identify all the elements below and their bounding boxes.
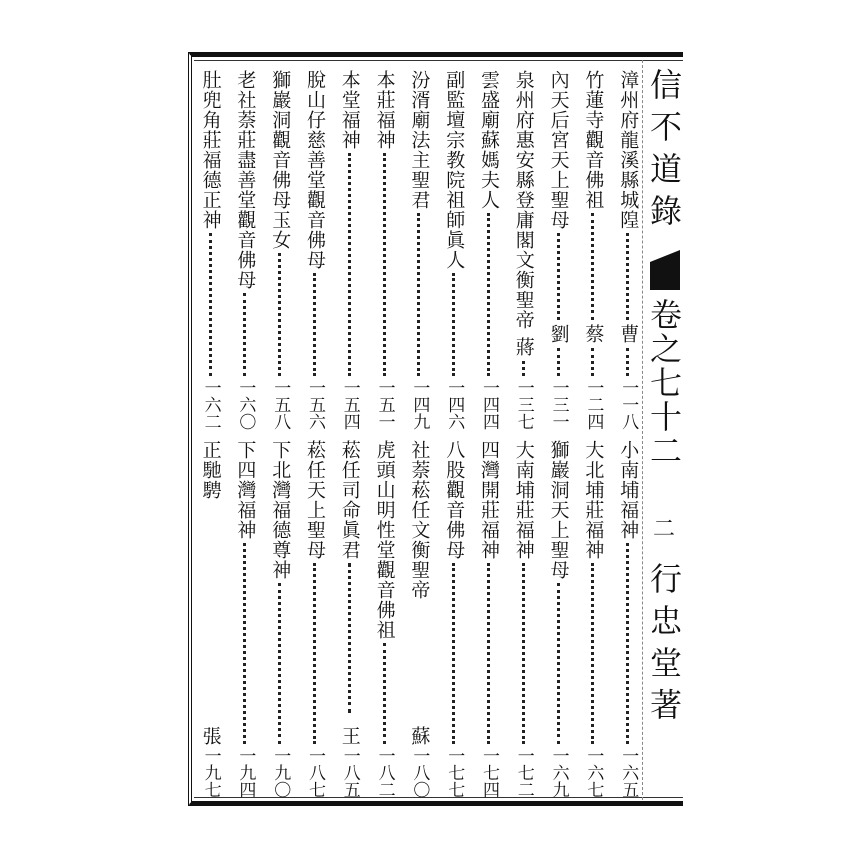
leader-dots (626, 233, 629, 320)
leader-dots (557, 348, 560, 376)
leader-dots (487, 563, 490, 744)
entry-page-number: 一六九 (548, 747, 569, 798)
toc-entry (506, 440, 541, 798)
leader-dots (348, 153, 351, 376)
entry-title: 虎頭山明性堂觀音佛祖 (373, 440, 396, 640)
entry-author-surname: 蘇 (408, 726, 431, 746)
toc-entry (297, 70, 332, 430)
entry-author-surname: 王 (338, 726, 361, 746)
entry-title: 雲盛廟蘇媽夫人 (478, 70, 500, 210)
entry-page-number: 一七四 (479, 747, 499, 798)
toc-entry (471, 440, 506, 798)
entry-page-number: 一六〇 (235, 379, 256, 430)
entry-title: 本莊福神 (373, 70, 396, 150)
entry-title: 漳州府龍溪縣城隍 (617, 70, 640, 230)
toc-entry (541, 70, 576, 430)
leader-dots (243, 293, 246, 376)
entry-page-number: 一五一 (374, 379, 395, 430)
entry-title: 四灣開莊福神 (478, 440, 500, 560)
entry-author-surname: 蔡 (582, 324, 605, 344)
entry-page-number: 一六五 (618, 747, 639, 798)
leader-dots (313, 563, 316, 744)
leader-dots (452, 273, 455, 376)
toc-entry (262, 440, 297, 798)
entry-page-number: 一四六 (444, 379, 465, 430)
entry-page-number: 一三七 (513, 379, 534, 430)
toc-entry (401, 440, 436, 798)
leaf-number: 二 (652, 517, 675, 542)
entry-page-number: 一五八 (270, 379, 291, 430)
leader-dots (626, 348, 629, 376)
entry-title: 獅巖洞觀音佛母玉女 (269, 70, 292, 250)
entry-page-number: 一八七 (305, 747, 325, 798)
entry-page-number: 一二四 (583, 379, 604, 430)
toc-entry (575, 70, 610, 430)
leader-dots (626, 543, 629, 744)
entry-author-surname: 蔣 (512, 337, 535, 357)
entry-author-surname: 曹 (617, 324, 640, 344)
leader-dots (591, 348, 594, 376)
volume-label: 卷之七十二 (645, 298, 683, 468)
entry-title: 菘任天上聖母 (304, 440, 326, 560)
entry-title: 肚兜角莊福德正神 (199, 70, 222, 230)
leader-dots (557, 583, 560, 744)
entry-title: 竹蓮寺觀音佛祖 (582, 70, 605, 210)
entry-title: 下四灣福神 (234, 440, 257, 540)
toc-entry (471, 70, 506, 430)
toc-entry (610, 440, 645, 798)
entry-page-number: 一六二 (200, 379, 221, 430)
leader-dots (557, 233, 560, 320)
toc-entry (436, 440, 471, 798)
toc-entry (575, 440, 610, 798)
leader-dots (383, 643, 386, 744)
entry-title: 泉州府惠安縣登庸閣文衡聖帝 (512, 70, 535, 330)
book-title: 信不道錄 (645, 68, 683, 236)
entry-page-number: 一八五 (339, 747, 360, 798)
entry-title: 下北灣福德尊神 (269, 440, 292, 580)
entry-title: 副監壇宗教院祖師眞人 (443, 70, 466, 270)
entry-author-surname: 張 (199, 726, 222, 746)
entry-title: 社萘菘任文衡聖帝 (408, 440, 431, 600)
leader-dots (278, 583, 281, 744)
toc-entry (227, 440, 262, 798)
entry-page-number: 一五六 (305, 379, 325, 430)
entry-page-number: 一三一 (548, 379, 569, 430)
leader-dots (522, 361, 525, 376)
leader-dots (452, 563, 455, 744)
entry-page-number: 一八〇 (409, 747, 430, 798)
toc-entry (610, 70, 645, 430)
entry-page-number: 一九四 (235, 747, 256, 798)
toc-entry (436, 70, 471, 430)
entry-title: 八股觀音佛母 (443, 440, 466, 560)
entry-title: 正馳騁 (199, 440, 222, 500)
toc-entry (193, 70, 228, 430)
toc-entry (227, 70, 262, 430)
toc-entry (193, 440, 228, 798)
leader-dots (591, 213, 594, 320)
toc-entry (297, 440, 332, 798)
toc-entry (262, 70, 297, 430)
entry-title: 小南埔福神 (617, 440, 640, 540)
leader-dots (243, 543, 246, 744)
toc-entry (367, 440, 402, 798)
entry-page-number: 一九七 (200, 747, 221, 798)
leader-dots (313, 273, 316, 376)
entry-title: 獅巖洞天上聖母 (547, 440, 570, 580)
toc-entry (367, 70, 402, 430)
entry-title: 大南埔莊福神 (512, 440, 535, 560)
entry-title: 本堂福神 (338, 70, 361, 150)
entry-page-number: 一九〇 (270, 747, 291, 798)
entry-page-number: 一八二 (374, 747, 395, 798)
entry-title: 老社萘莊盡善堂觀音佛母 (234, 70, 257, 290)
entry-page-number: 一五四 (339, 379, 360, 430)
toc-entry (332, 440, 367, 798)
entry-title: 脫山仔慈善堂觀音佛母 (304, 70, 326, 270)
toc-entry (541, 440, 576, 798)
leader-dots (591, 563, 594, 744)
entry-title: 大北埔莊福神 (582, 440, 605, 560)
entry-page-number: 一四四 (479, 379, 499, 430)
publisher-label: 行忠堂著 (645, 562, 683, 730)
leader-dots (417, 213, 420, 376)
entry-page-number: 一七二 (513, 747, 534, 798)
toc-entry (332, 70, 367, 430)
leader-dots (348, 563, 351, 713)
leader-dots (487, 213, 490, 376)
leader-dots (209, 233, 212, 376)
leader-dots (278, 253, 281, 376)
entry-page-number: 一六七 (583, 747, 604, 798)
entry-page-number: 一七七 (444, 747, 465, 798)
leader-dots (522, 563, 525, 744)
entry-author-surname: 劉 (547, 324, 570, 344)
toc-entry (506, 70, 541, 430)
entry-title: 汾湑廟法主聖君 (408, 70, 431, 210)
leader-dots (383, 153, 386, 376)
entry-title: 菘任司命眞君 (338, 440, 361, 560)
entry-title: 內天后宮天上聖母 (547, 70, 570, 230)
entry-page-number: 一四九 (409, 379, 430, 430)
entry-page-number: 一一八 (618, 379, 639, 430)
toc-entry (401, 70, 436, 430)
